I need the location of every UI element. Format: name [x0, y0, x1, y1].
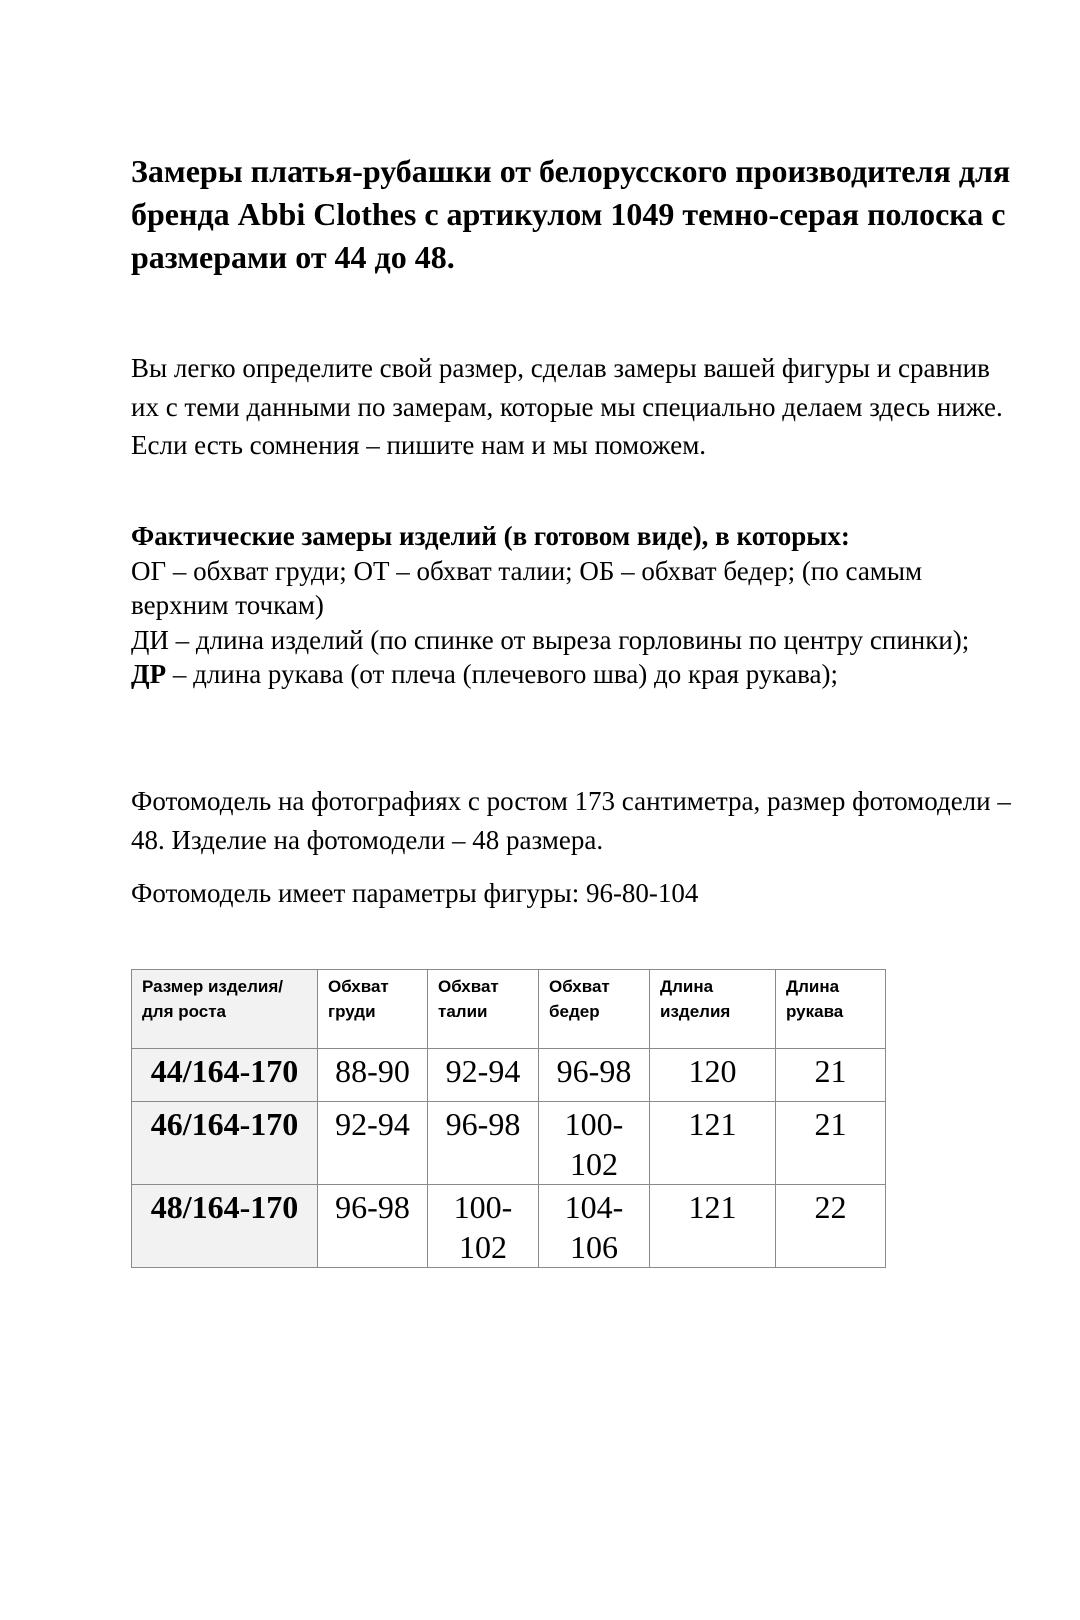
intro-paragraph: Вы легко определите свой размер, сделав замеры вашей фигуры и сравнив их с теми данными по замерам, которые мы специально делаем здесь ниже. Если есть сомнения – пишите нам и мы поможем.: [131, 353, 1003, 460]
header-chest: Обхват груди: [318, 970, 428, 1049]
waist-cell: 92-94: [428, 1049, 539, 1102]
header-sleeve: Длина рукава: [776, 970, 886, 1049]
sleeve-cell: 21: [776, 1049, 886, 1102]
definition-og-ot-ob: ОГ – обхват груди; ОТ – обхват талии; ОБ – обхват бедер; (по самым верхним точкам): [131, 555, 923, 620]
hips-cell: 100-102: [539, 1102, 650, 1185]
definition-di: ДИ – длина изделий (по спинке от выреза горловины по центру спинки);: [131, 624, 970, 655]
definition-dr-text: – длина рукава (от плеча (плечевого шва) до края рукава);: [166, 659, 838, 689]
size-table: [131, 969, 886, 1268]
table-row: [132, 1049, 886, 1102]
length-cell: 120: [650, 1049, 776, 1102]
hips-cell: 96-98: [539, 1049, 650, 1102]
size-cell: 48/164-170: [132, 1185, 318, 1268]
chest-cell: 92-94: [318, 1102, 428, 1185]
waist-cell: 100-102: [428, 1185, 539, 1268]
header-waist: Обхват талии: [428, 970, 539, 1049]
header-length: Длина изделия: [650, 970, 776, 1049]
sleeve-cell: 22: [776, 1185, 886, 1268]
definition-dr-abbr: ДР: [131, 659, 167, 689]
definition-dr: [131, 657, 971, 692]
table-header-row: [132, 970, 886, 1049]
hips-cell: 104-106: [539, 1185, 650, 1268]
chest-cell: 96-98: [318, 1185, 428, 1268]
size-cell: 46/164-170: [132, 1102, 318, 1185]
model-params-paragraph: Фотомодель имеет параметры фигуры: 96-80-104: [131, 878, 699, 908]
size-cell: 44/164-170: [132, 1049, 318, 1102]
document-title: Замеры платья-рубашки от белорусского производителя для бренда Abbi Clothes с артикулом 1049 темно-серая полоска с размерами от 44 до 48.: [131, 153, 1011, 275]
header-hips: Обхват бедер: [539, 970, 650, 1049]
measurement-definitions: [131, 519, 971, 692]
length-cell: 121: [650, 1185, 776, 1268]
model-info-paragraph: Фотомодель на фотографиях с ростом 173 сантиметра, размер фотомодели – 48. Изделие на фотомодели – 48 размера.: [131, 786, 1011, 855]
header-size: Размер изделия/для роста: [132, 970, 318, 1049]
definitions-heading: Фактические замеры изделий (в готовом виде), в которых:: [131, 521, 850, 551]
length-cell: 121: [650, 1102, 776, 1185]
table-row: [132, 1185, 886, 1268]
sleeve-cell: 21: [776, 1102, 886, 1185]
table-row: [132, 1102, 886, 1185]
waist-cell: 96-98: [428, 1102, 539, 1185]
chest-cell: 88-90: [318, 1049, 428, 1102]
